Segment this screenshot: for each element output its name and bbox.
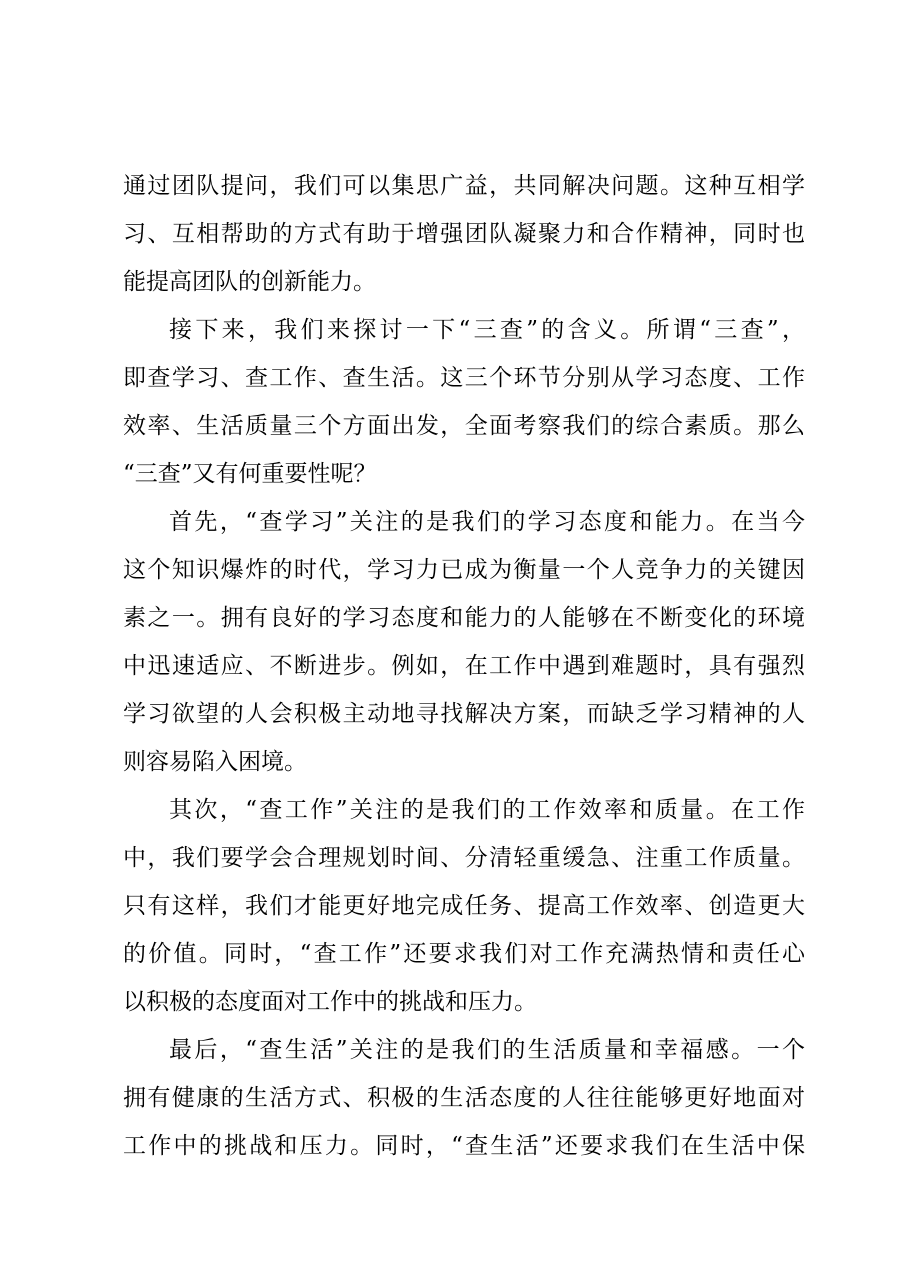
text-line: 只有这样，我们才能更好地完成任务、提高工作效率、创造更大: [123, 893, 805, 919]
text-line: 则容易陷入困境。: [123, 749, 307, 775]
text-line: 以积极的态度面对工作中的挑战和压力。: [123, 989, 537, 1015]
text-line: 能提高团队的创新能力。: [123, 269, 376, 295]
text-line: “三查”又有何重要性呢？: [123, 461, 377, 487]
text-line: 中，我们要学会合理规划时间、分清轻重缓急、注重工作质量。: [123, 845, 805, 871]
text-line: 通过团队提问，我们可以集思广益，共同解决问题。这种互相学: [123, 173, 805, 199]
text-line: 工作中的挑战和压力。同时，“查生活”还要求我们在生活中保: [123, 1133, 805, 1159]
text-line: 素之一。拥有良好的学习态度和能力的人能够在不断变化的环境: [123, 605, 805, 631]
text-line: 效率、生活质量三个方面出发，全面考察我们的综合素质。那么: [123, 413, 805, 439]
text-line: 学习欲望的人会积极主动地寻找解决方案，而缺乏学习精神的人: [123, 701, 805, 727]
paragraph-first-line: 接下来，我们来探讨一下“三查”的含义。所谓“三查”，: [169, 317, 805, 343]
paragraph-first-line: 其次，“查工作”关注的是我们的工作效率和质量。在工作: [169, 797, 805, 823]
text-line: 习、互相帮助的方式有助于增强团队凝聚力和合作精神，同时也: [123, 221, 805, 247]
text-line: 中迅速适应、不断进步。例如，在工作中遇到难题时，具有强烈: [123, 653, 805, 679]
text-line: 即查学习、查工作、查生活。这三个环节分别从学习态度、工作: [123, 365, 805, 391]
text-line: 这个知识爆炸的时代，学习力已成为衡量一个人竞争力的关键因: [123, 557, 805, 583]
document-body: [123, 162, 805, 1170]
paragraph-first-line: 首先，“查学习”关注的是我们的学习态度和能力。在当今: [169, 509, 805, 535]
paragraph-first-line: 最后，“查生活”关注的是我们的生活质量和幸福感。一个: [169, 1037, 805, 1063]
text-line: 的价值。同时，“查工作”还要求我们对工作充满热情和责任心: [123, 941, 805, 967]
text-line: 拥有健康的生活方式、积极的生活态度的人往往能够更好地面对: [123, 1085, 805, 1111]
